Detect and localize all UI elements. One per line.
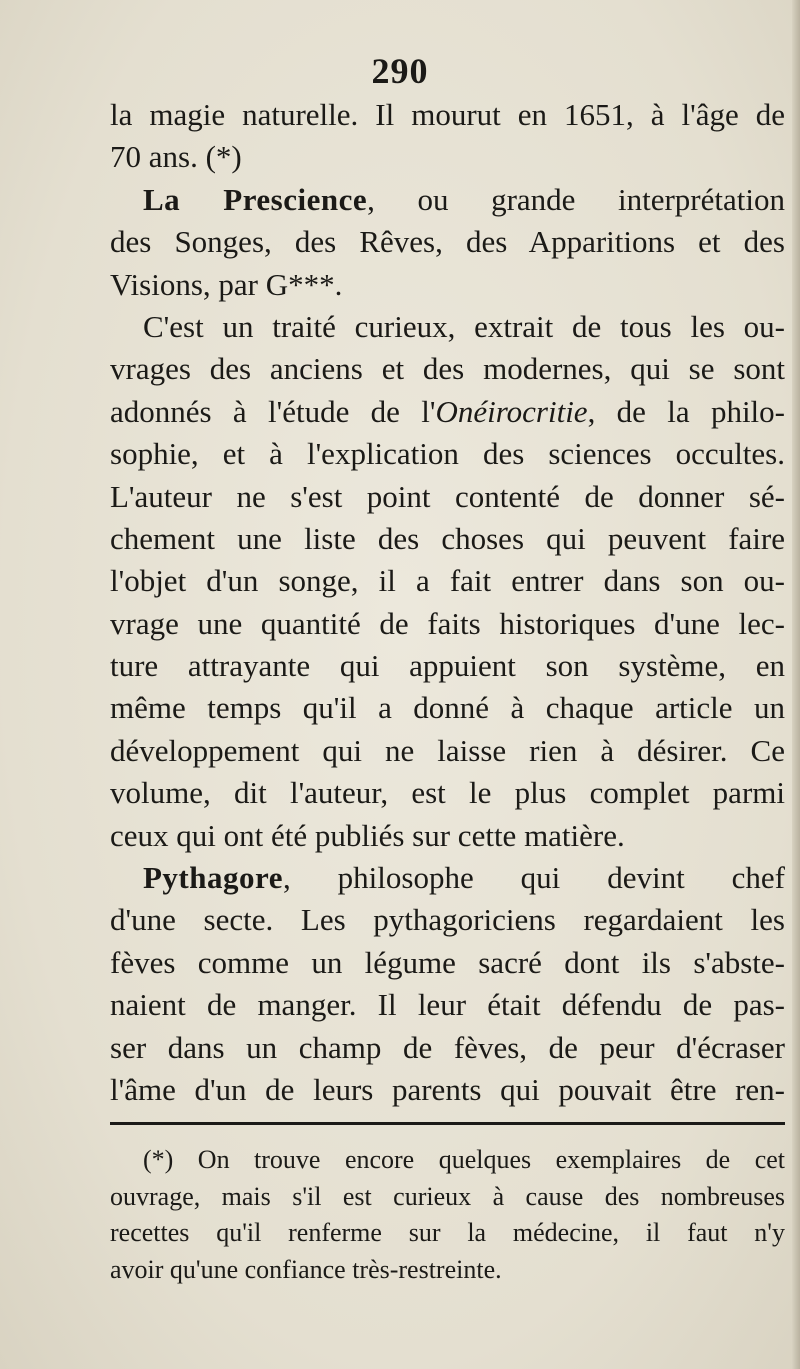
page-edge-shadow xyxy=(792,0,800,1369)
text-line: ture attrayante qui appuient son système, en xyxy=(110,648,785,684)
entry-term: La Prescience xyxy=(143,181,368,217)
text-line: vrages des anciens et des modernes, qui se sont xyxy=(110,351,785,387)
text-fragment: adonnés à l'étude de l' xyxy=(110,393,436,429)
text-line: d'une secte. Les pythagoriciens regardaient les xyxy=(110,902,785,938)
entry-text: , philosophe qui devint chef xyxy=(282,860,785,896)
text-line: 70 ans. (*) xyxy=(110,139,242,175)
text-line: ser dans un champ de fèves, de peur d'écraser xyxy=(110,1029,785,1065)
text-line xyxy=(110,391,785,433)
text-line: vrage une quantité de faits historiques d'une lec- xyxy=(110,605,785,641)
entry-prescience xyxy=(110,179,785,221)
text-line: naient de manger. Il leur était défendu de pas- xyxy=(110,987,785,1023)
text-line: fèves comme un légume sacré dont ils s'abste- xyxy=(110,944,785,980)
text-line: L'auteur ne s'est point contenté de donner sé- xyxy=(110,478,785,514)
text-line: des Songes, des Rêves, des Apparitions et des xyxy=(110,224,785,260)
text-line: C'est un traité curieux, extrait de tous les ou- xyxy=(143,308,785,344)
footnote-line: avoir qu'une confiance très-restreinte. xyxy=(110,1254,502,1284)
body-text xyxy=(110,94,785,1111)
footnote xyxy=(110,1142,785,1288)
text-line: volume, dit l'auteur, est le plus complet parmi xyxy=(110,775,785,811)
entry-pythagore xyxy=(110,857,785,899)
footnote-line: recettes qu'il renferme sur la médecine, il faut n'y xyxy=(110,1218,785,1247)
text-line: sophie, et à l'explication des sciences occultes. xyxy=(110,436,785,472)
text-line: la magie naturelle. Il mourut en 1651, à l'âge de xyxy=(110,97,785,132)
entry-text: , ou grande interprétation xyxy=(367,181,785,217)
text-line: ceux qui ont été publiés sur cette matière. xyxy=(110,817,625,853)
italic-term: Onéirocritie xyxy=(435,393,588,429)
text-line: Visions, par G***. xyxy=(110,266,343,302)
footnote-line: ouvrage, mais s'il est curieux à cause des nombreuses xyxy=(110,1181,785,1211)
text-line: l'objet d'un songe, il a fait entrer dans son ou- xyxy=(110,563,785,599)
text-line: chement une liste des choses qui peuvent faire xyxy=(110,520,785,556)
text-line: développement qui ne laisse rien à désirer. Ce xyxy=(110,732,785,768)
text-line: même temps qu'il a donné à chaque article un xyxy=(110,690,785,726)
text-line: l'âme d'un de leurs parents qui pouvait être ren- xyxy=(110,1071,785,1107)
footnote-line: (*) On trouve encore quelques exemplaires de cet xyxy=(143,1145,785,1174)
text-fragment: , de la philo- xyxy=(587,393,785,429)
entry-term: Pythagore xyxy=(143,860,283,896)
footnote-divider xyxy=(110,1122,785,1125)
page-number: 290 xyxy=(371,51,429,91)
